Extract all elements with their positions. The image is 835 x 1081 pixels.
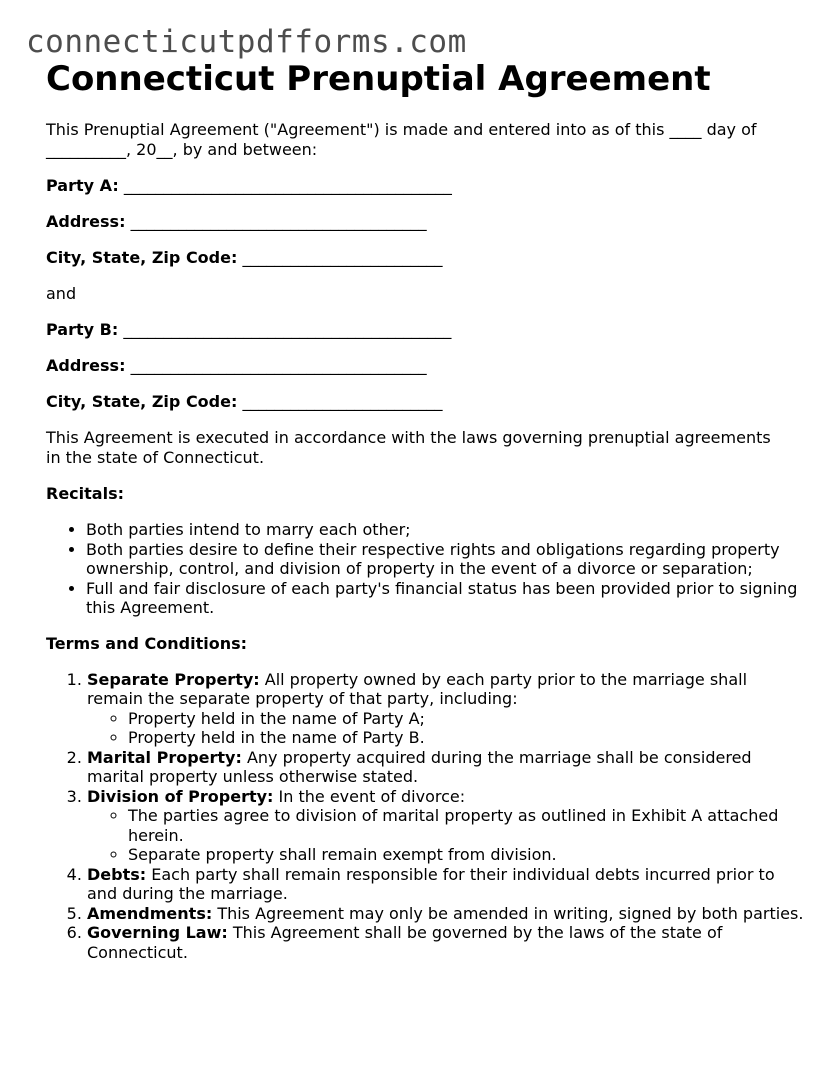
term-text: This Agreement shall be governed by the laws of the state of Connecticut. — [87, 923, 723, 962]
party-b-city-field[interactable] — [46, 392, 806, 412]
term-title: Division of Property: — [87, 786, 274, 806]
and-text: and — [46, 284, 77, 303]
party-b-address-field[interactable] — [46, 356, 806, 376]
term-marital-property — [87, 748, 806, 787]
list-item: ◦ Property held in the name of Party B. — [128, 728, 806, 748]
executed-paragraph — [46, 428, 806, 468]
list-item: • Full and fair disclosure of each party's financial status has been provided prior to signing this Agreement. — [86, 579, 806, 618]
party-b-address-blank[interactable]: _____________________________________ — [130, 356, 427, 375]
document-title: Connecticut Prenuptial Agreement — [46, 59, 711, 99]
party-b-address-label: Address: — [46, 356, 126, 375]
document-body — [46, 56, 806, 962]
party-b-name-field[interactable] — [46, 320, 806, 340]
party-a-name-label: Party A: — [46, 176, 119, 195]
term-title: Separate Property: — [87, 669, 260, 689]
term-text: In the event of divorce: — [273, 786, 466, 806]
party-b-city-label: City, State, Zip Code: — [46, 392, 238, 411]
terms-list — [46, 670, 806, 963]
intro-line-1: This Prenuptial Agreement ("Agreement") is made and entered into as of this ____ day of — [46, 120, 757, 139]
list-item: ◦ Property held in the name of Party A; — [128, 709, 806, 729]
recitals-heading — [46, 484, 806, 504]
watermark-text: connecticutpdfforms.com — [26, 24, 467, 60]
terms-heading — [46, 634, 806, 654]
intro-paragraph — [46, 120, 806, 160]
term-sublist — [87, 806, 806, 865]
intro-line-2: __________, 20__, by and between: — [46, 140, 318, 159]
party-a-city-field[interactable] — [46, 248, 806, 268]
term-sublist — [87, 709, 806, 748]
term-text: This Agreement may only be amended in writing, signed by both parties. — [212, 903, 804, 923]
term-separate-property — [87, 670, 806, 748]
term-title: Amendments: — [87, 903, 213, 923]
list-item: • Both parties desire to define their respective rights and obligations regarding property ownership, control, and division of property in the event of a divorce or separation; — [86, 540, 806, 579]
term-amendments — [87, 904, 806, 924]
term-text: Any property acquired during the marriage shall be considered marital property unless otherwise stated. — [87, 747, 752, 786]
list-item: • Both parties intend to marry each other; — [86, 520, 806, 540]
party-a-address-field[interactable] — [46, 212, 806, 232]
term-text: All property owned by each party prior to the marriage shall remain the separate property of that party, including: — [87, 669, 748, 708]
term-governing-law — [87, 923, 806, 962]
executed-line-2: in the state of Connecticut. — [46, 448, 265, 467]
term-title: Governing Law: — [87, 923, 228, 942]
terms-heading-text: Terms and Conditions: — [46, 633, 248, 653]
party-a-city-blank[interactable]: _________________________ — [242, 248, 443, 267]
party-b-name-blank[interactable]: _________________________________________ — [123, 320, 452, 339]
party-a-address-label: Address: — [46, 212, 126, 231]
term-debts — [87, 865, 806, 904]
term-title: Marital Property: — [87, 747, 242, 767]
term-division-of-property — [87, 787, 806, 865]
term-title: Debts: — [87, 864, 147, 884]
party-b-city-blank[interactable]: _________________________ — [242, 392, 443, 411]
party-a-address-blank[interactable]: _____________________________________ — [130, 212, 427, 231]
party-a-city-label: City, State, Zip Code: — [46, 248, 238, 267]
list-item: ◦ Separate property shall remain exempt from division. — [128, 845, 806, 865]
recitals-list — [46, 520, 806, 618]
party-b-name-label: Party B: — [46, 320, 119, 339]
executed-line-1: This Agreement is executed in accordance with the laws governing prenuptial agreements — [46, 428, 771, 447]
list-item: ◦ The parties agree to division of marital property as outlined in Exhibit A attached herein. — [128, 806, 806, 845]
party-a-name-field[interactable] — [46, 176, 806, 196]
recitals-heading-text: Recitals: — [46, 484, 124, 503]
party-a-name-blank[interactable]: _________________________________________ — [123, 176, 452, 195]
term-text: Each party shall remain responsible for their individual debts incurred prior to and during the marriage. — [87, 864, 775, 903]
